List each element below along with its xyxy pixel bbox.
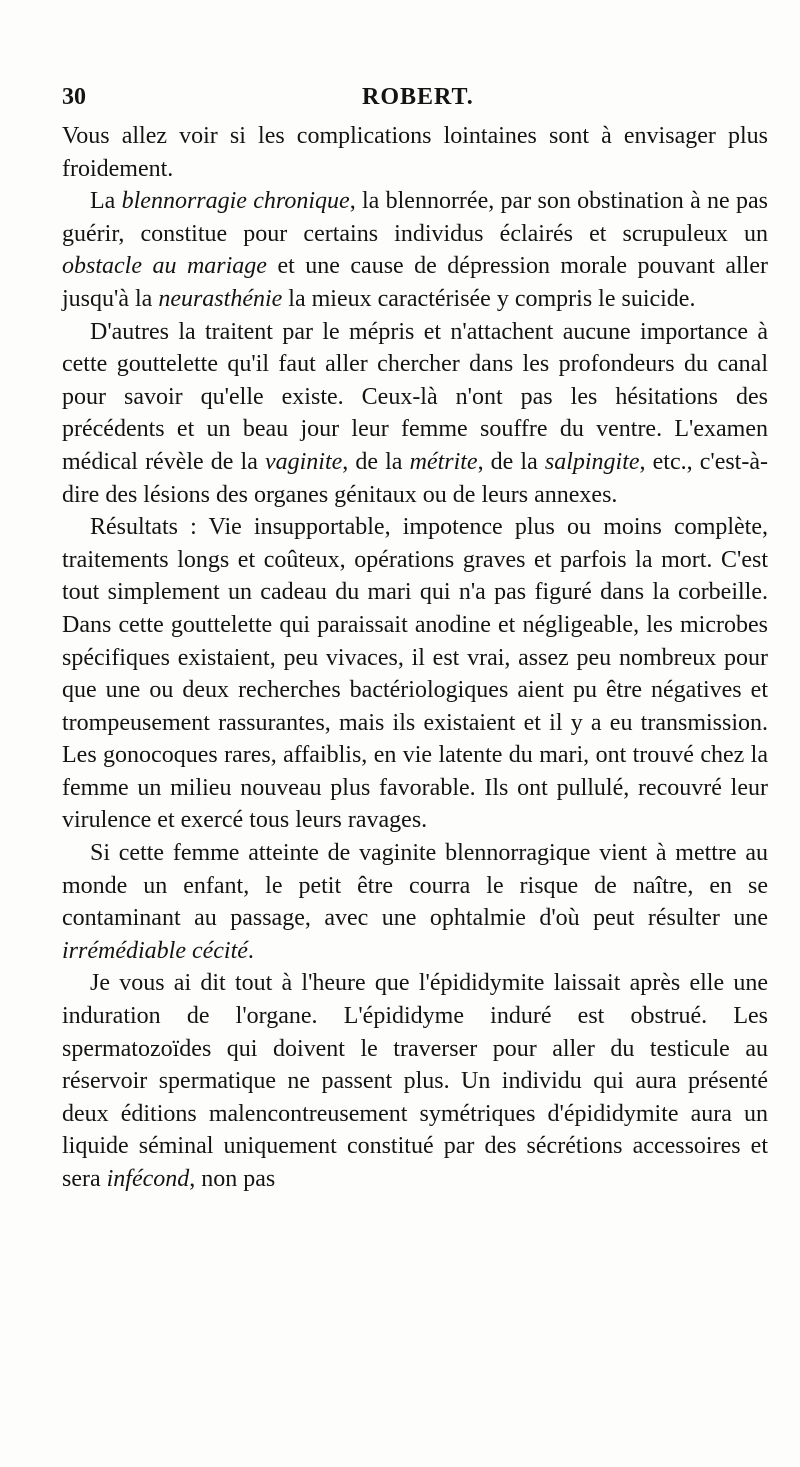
paragraph-5	[62, 837, 768, 967]
paragraph-1	[62, 120, 768, 185]
paragraph-3	[62, 316, 768, 512]
italic-term: infécond	[106, 1166, 190, 1192]
text-run: , de la	[477, 448, 545, 475]
text-run: Vous allez voir si les complications lointaines sont à envisager plus froidement.	[62, 123, 768, 182]
page-header	[62, 74, 766, 114]
italic-term: salpingite	[544, 448, 640, 475]
text-run: la mieux caractérisée y compris le suicide.	[282, 285, 696, 312]
paragraph-6	[62, 967, 768, 1195]
running-head: ROBERT.	[362, 84, 474, 110]
text-run: La	[90, 188, 122, 215]
italic-term: irrémédiable cécité	[62, 937, 248, 964]
italic-term: neurasthénie	[158, 285, 283, 312]
text-run: Je vous ai dit tout à l'heure que l'épididymite laissait après elle une induration de l'organe. L'épididyme induré est obstrué. Les spermatozoïdes qui doivent le traverser pour aller du testicule au réservoir spermatique ne passent plus. Un individu qui aura présenté deux éditions malencontreusement symétriques d'épididymite aura un liquide séminal uniquement constitué par des sécrétions accessoires et sera	[62, 970, 768, 1192]
italic-term: métrite	[409, 448, 478, 475]
paragraph-4	[62, 511, 768, 837]
italic-term: obstacle au mariage	[62, 253, 267, 280]
text-run: , de la	[342, 448, 410, 475]
text-run: Résultats : Vie insupportable, impotence plus ou moins complète, traitements longs et coûteux, opérations graves et parfois la mort. C'est tout simplement un cadeau du mari qui n'a pas figuré dans la corbeille. Dans cette gouttelette qui paraissait anodine et négligeable, les microbes spécifiques existaient, peu vivaces, il est vrai, assez peu nombreux pour que une ou deux recherches bactériologiques aient pu être négatives et trompeusement rassurantes, mais ils existaient et il y a eu transmission. Les gonocoques rares, affaiblis, en vie latente du mari, ont trouvé chez la femme un milieu nouveau plus favorable. Ils ont pullulé, recouvré leur virulence et exercé tous leurs ravages.	[62, 514, 768, 834]
text-run: , la blennorrée, par son obstination à ne pas guérir, constitue pour certains individus éclairés et scrupuleux un	[62, 188, 769, 247]
text-run: , non pas	[189, 1166, 276, 1192]
text-run: et une cause de dépression morale pouvant aller jusqu'à la	[62, 253, 768, 312]
body-text	[62, 120, 768, 1196]
paragraph-2	[62, 185, 768, 315]
text-run: Si cette femme atteinte de vaginite blennorragique vient à mettre au monde un enfant, le petit être courra le risque de naître, en se contaminant au passage, avec une ophtalmie d'où peut résulter une	[62, 840, 768, 932]
italic-term: vaginite	[264, 448, 343, 475]
text-run: , etc., c'est-à-dire des lésions des organes génitaux ou de leurs annexes.	[62, 448, 768, 508]
text-run: D'autres la traitent par le mépris et n'attachent aucune importance à cette gouttelette qu'il faut aller chercher dans les profondeurs du canal pour savoir qu'elle existe. Ceux-là n'ont pas les hésitations des précédents et un beau jour leur femme souffre du ventre. L'examen médical révèle de la	[62, 318, 768, 475]
text-run: .	[247, 937, 254, 964]
italic-term: blennorragie chronique	[121, 188, 350, 215]
page-number: 30	[62, 84, 86, 110]
